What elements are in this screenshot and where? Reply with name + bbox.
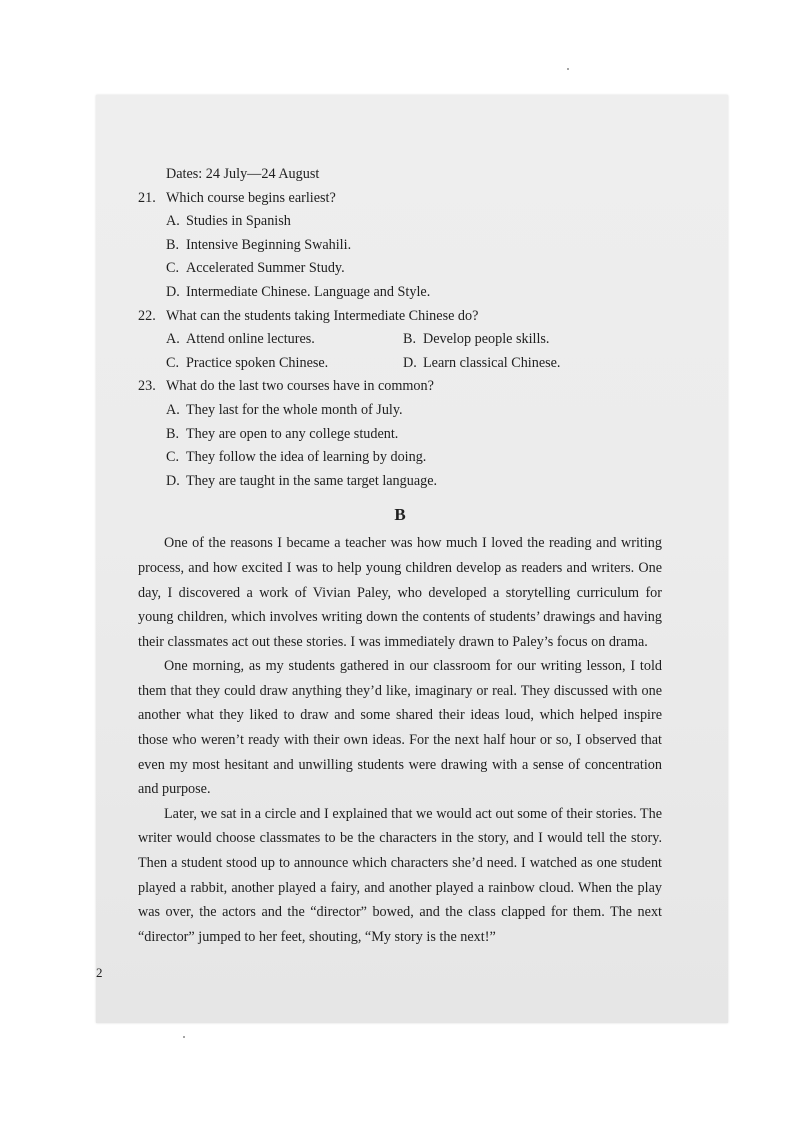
- option-text: They are taught in the same target language.: [186, 472, 438, 489]
- option-23-c: [138, 446, 662, 470]
- question-number: 22.: [138, 307, 156, 324]
- question-text: What do the last two courses have in common?: [166, 378, 434, 395]
- question-text: What can the students taking Intermediate Chinese do?: [166, 307, 479, 324]
- option-letter: D.: [166, 283, 180, 300]
- option-text: Intermediate Chinese. Language and Style.: [186, 283, 431, 300]
- option-letter: B.: [403, 331, 417, 348]
- option-letter: B.: [166, 236, 180, 253]
- option-21-a: [138, 210, 662, 234]
- option-row-22-cd: [138, 352, 662, 376]
- speck: [183, 1036, 185, 1038]
- question-text: Which course begins earliest?: [166, 189, 336, 206]
- option-23-d: [138, 470, 662, 494]
- option-22-b: [403, 328, 640, 352]
- option-22-c: [166, 352, 403, 376]
- option-text: Learn classical Chinese.: [423, 354, 561, 371]
- question-21: [138, 187, 662, 211]
- option-23-a: [138, 399, 662, 423]
- option-22-a: [166, 328, 403, 352]
- option-letter: A.: [166, 401, 180, 418]
- option-text: They last for the whole month of July.: [186, 401, 403, 418]
- option-letter: A.: [166, 331, 180, 348]
- option-letter: A.: [166, 213, 180, 230]
- dates-line: Dates: 24 July—24 August: [166, 166, 320, 182]
- option-text: They are open to any college student.: [186, 425, 399, 442]
- question-22: [138, 305, 662, 329]
- passage-paragraph-2: One morning, as my students gathered in our classroom for our writing lesson, I told them that they could draw anything they’d like, imaginary or real. They discussed with one another what they liked to draw and some shared their ideas loud, which helped inspire those who weren’t ready with their own ideas. For the next half hour or so, I observed that even my most hesitant and unwilling students were drawing with a sense of concentration and purpose.: [138, 658, 662, 798]
- option-letter: B.: [166, 425, 180, 442]
- option-text: They follow the idea of learning by doing.: [186, 449, 427, 466]
- option-23-b: [138, 423, 662, 447]
- question-number: 21.: [138, 189, 156, 206]
- scanned-page: [96, 95, 728, 1023]
- option-letter: D.: [166, 472, 180, 489]
- option-21-c: [138, 257, 662, 281]
- page-number: 2: [96, 965, 103, 980]
- passage-paragraph-1: One of the reasons I became a teacher was how much I loved the reading and writing process, and how excited I was to help young children develop as readers and writers. One day, I discovered a work of Vivian Paley, who developed a storytelling curriculum for young children, which involves writing down the contents of students’ drawings and having their classmates act out these stories. I was immediately drawn to Paley’s focus on drama.: [138, 535, 662, 650]
- option-text: Studies in Spanish: [186, 213, 291, 230]
- option-letter: C.: [166, 260, 180, 277]
- option-22-d: [403, 352, 640, 376]
- option-text: Intensive Beginning Swahili.: [186, 236, 352, 253]
- speck: [567, 68, 569, 70]
- option-letter: D.: [403, 354, 417, 371]
- page-content: [138, 163, 662, 949]
- option-text: Accelerated Summer Study.: [186, 260, 345, 277]
- option-21-b: [138, 234, 662, 258]
- section-title: B: [394, 505, 406, 525]
- question-number: 23.: [138, 378, 156, 395]
- option-text: Practice spoken Chinese.: [186, 354, 329, 371]
- question-23: [138, 375, 662, 399]
- passage-paragraph-3: Later, we sat in a circle and I explained that we would act out some of their stories. The writer would choose classmates to be the characters in the story, and I would tell the story. Then a student stood up to announce which characters she’d need. I watched as one student played a rabbit, another played a fairy, and another played a rainbow cloud. When the play was over, the actors and the “director” bowed, and the class clapped for them. The next “director” jumped to her feet, shouting, “My story is the next!”: [138, 805, 662, 945]
- option-text: Develop people skills.: [423, 331, 550, 348]
- option-21-d: [138, 281, 662, 305]
- option-row-22-ab: [138, 328, 662, 352]
- option-letter: C.: [166, 354, 180, 371]
- option-letter: C.: [166, 449, 180, 466]
- option-text: Attend online lectures.: [186, 331, 315, 348]
